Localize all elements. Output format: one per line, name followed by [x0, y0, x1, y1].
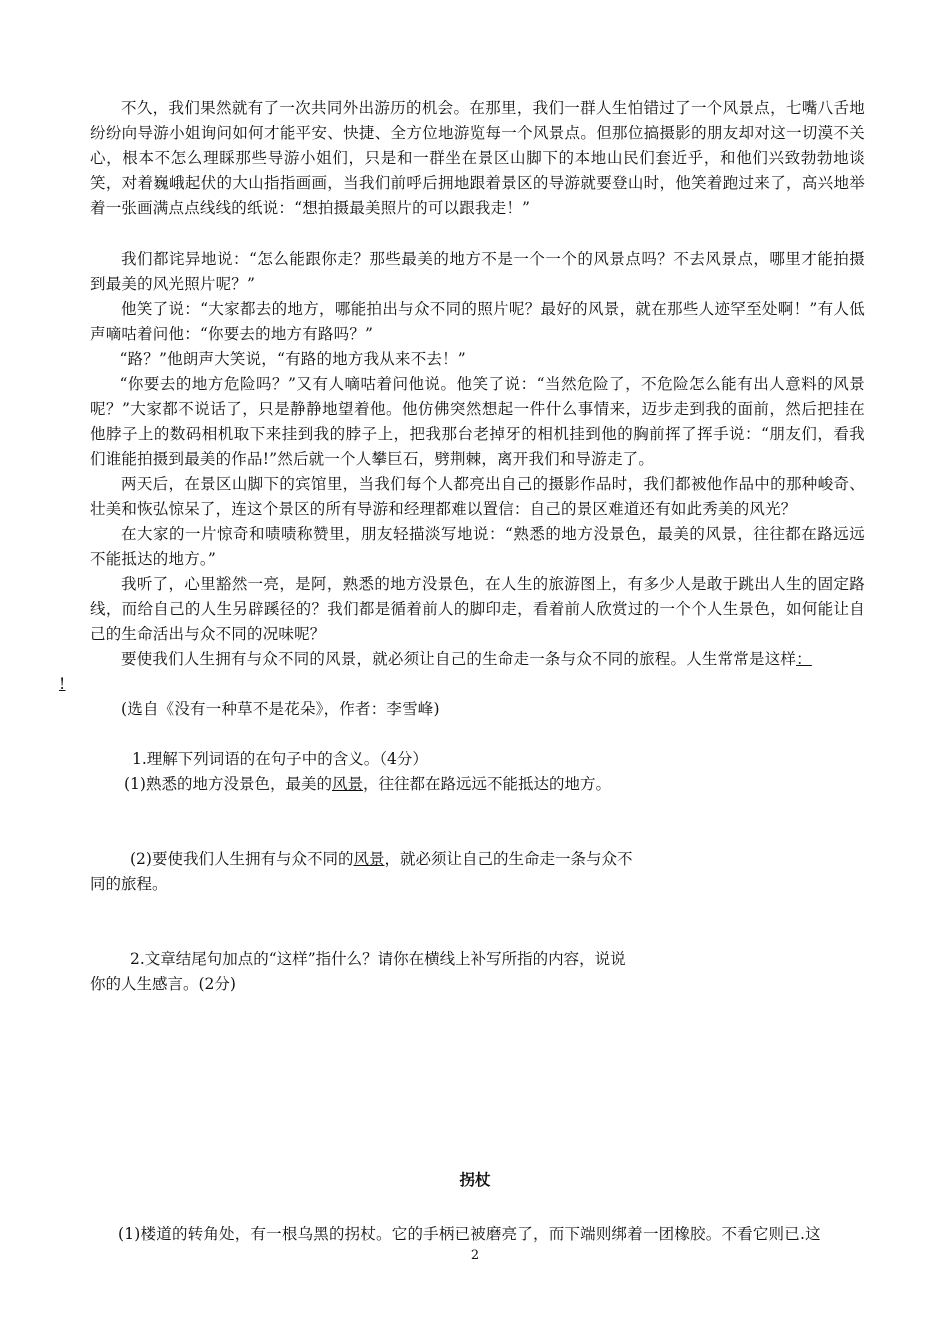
answer-blank-end: !: [59, 675, 66, 693]
article-source: (选自《没有一种草不是花朵》，作者：李雪峰): [121, 700, 440, 718]
article-paragraph-7: 在大家的一片惊奇和啧啧称赞里，朋友轻描淡写地说：“熟悉的地方没景色，最美的风景，往往都在路远远不能抵达的地方。”: [90, 525, 865, 568]
article-paragraph-final: [59, 647, 865, 697]
question-2-line-2: 你的人生感言。(2分): [90, 975, 236, 993]
article-paragraph-5: “你要去的地方危险吗？”又有人嘀咕着问他说。他笑了说：“当然危险了，不危险怎么能有出人意料的风景呢？”大家都不说话了，只是静静地望着他。他仿佛突然想起一件什么事情来，迈步走到我的面前，然后把挂在他脖子上的数码相机取下来挂到我的脖子上，把我那台老掉牙的相机挂到他的胸前挥了挥手说：“朋友们，看我们谁能拍摄到最美的作品!”然后就一个人攀巨石，劈荆棘，离开我们和导游走了。: [90, 375, 865, 468]
question-1-sub-2-prefix: (2)要使我们人生拥有与众不同的: [130, 850, 354, 868]
answer-blank: ：: [796, 650, 812, 668]
article-paragraph-6: 两天后，在景区山脚下的宾馆里，当我们每个人都亮出自己的摄影作品时，我们都被他作品中的那种峻奇、壮美和恢弘惊呆了，连这个景区的所有导游和经理都难以置信：自己的景区难道还有如此秀美的风光？: [90, 475, 865, 518]
question-2-line-1: 2.文章结尾句加点的“这样”指什么？请你在横线上补写所指的内容，说说: [130, 950, 626, 968]
article-paragraph-8: 我听了，心里豁然一亮，是阿，熟悉的地方没景色，在人生的旅游图上，有多少人是敢于跳出人生的固定路线，而给自己的人生另辟蹊径的？我们都是循着前人的脚印走，看着前人欣赏过的一个个人生景色，如何能让自己的生命活出与众不同的况味呢？: [90, 575, 865, 643]
underlined-word-scenery-1: 风景: [331, 775, 363, 793]
final-paragraph-text: 要使我们人生拥有与众不同的风景，就必须让自己的生命走一条与众不同的旅程。人生常常是这样: [121, 650, 797, 668]
question-1-sub-2: [130, 847, 690, 872]
article-paragraph-3: 他笑了说：“大家都去的地方，哪能拍出与众不同的照片呢？最好的风景，就在那些人迹罕至处啊！”有人低声嘀咕着问他：“你要去的地方有路吗？”: [90, 300, 865, 343]
question-1-title: 1.理解下列词语的在句子中的含义。（4分）: [132, 750, 428, 768]
question-1-sub-1: [124, 772, 884, 797]
next-section-first-line: (1)楼道的转角处，有一根乌黑的拐杖。它的手柄已被磨亮了，而下端则绑着一团橡胶。不看它则已.这: [118, 1225, 821, 1243]
article-paragraph-1: 不久，我们果然就有了一次共同外出游历的机会。在那里，我们一群人生怕错过了一个风景点，七嘴八舌地纷纷向导游小姐询问如何才能平安、快捷、全方位地游览每一个风景点。但那位搞摄影的朋友却对这一切漠不关心，根本不怎么理睬那些导游小姐们，只是和一群坐在景区山脚下的本地山民们套近乎，和他们兴致勃勃地谈笑，对着巍峨起伏的大山指指画画，当我们前呼后拥地跟着景区的导游就要登山时，他笑着跑过来了，高兴地举着一张画满点点线线的纸说：“想拍摄最美照片的可以跟我走！”: [90, 99, 865, 217]
article-paragraph-2: 我们都诧异地说：“怎么能跟你走？那些最美的地方不是一个一个的风景点吗？不去风景点，哪里才能拍摄到最美的风光照片呢？”: [90, 250, 865, 293]
question-1-sub-2-suffix: ，就必须让自己的生命走一条与众不: [384, 850, 633, 868]
question-1-sub-1-suffix: ，往往都在路远远不能抵达的地方。: [362, 775, 611, 793]
article-paragraph-4: “路？”他朗声大笑说，“有路的地方我从来不去！”: [119, 350, 466, 368]
underlined-word-scenery-2: 风景: [353, 850, 385, 868]
question-1-sub-1-prefix: (1)熟悉的地方没景色，最美的: [124, 775, 332, 793]
question-1-sub-2-line-2: 同的旅程。: [90, 875, 168, 893]
section-title-crutch: 拐杖: [459, 1170, 491, 1189]
page-number: 2: [470, 1248, 480, 1263]
